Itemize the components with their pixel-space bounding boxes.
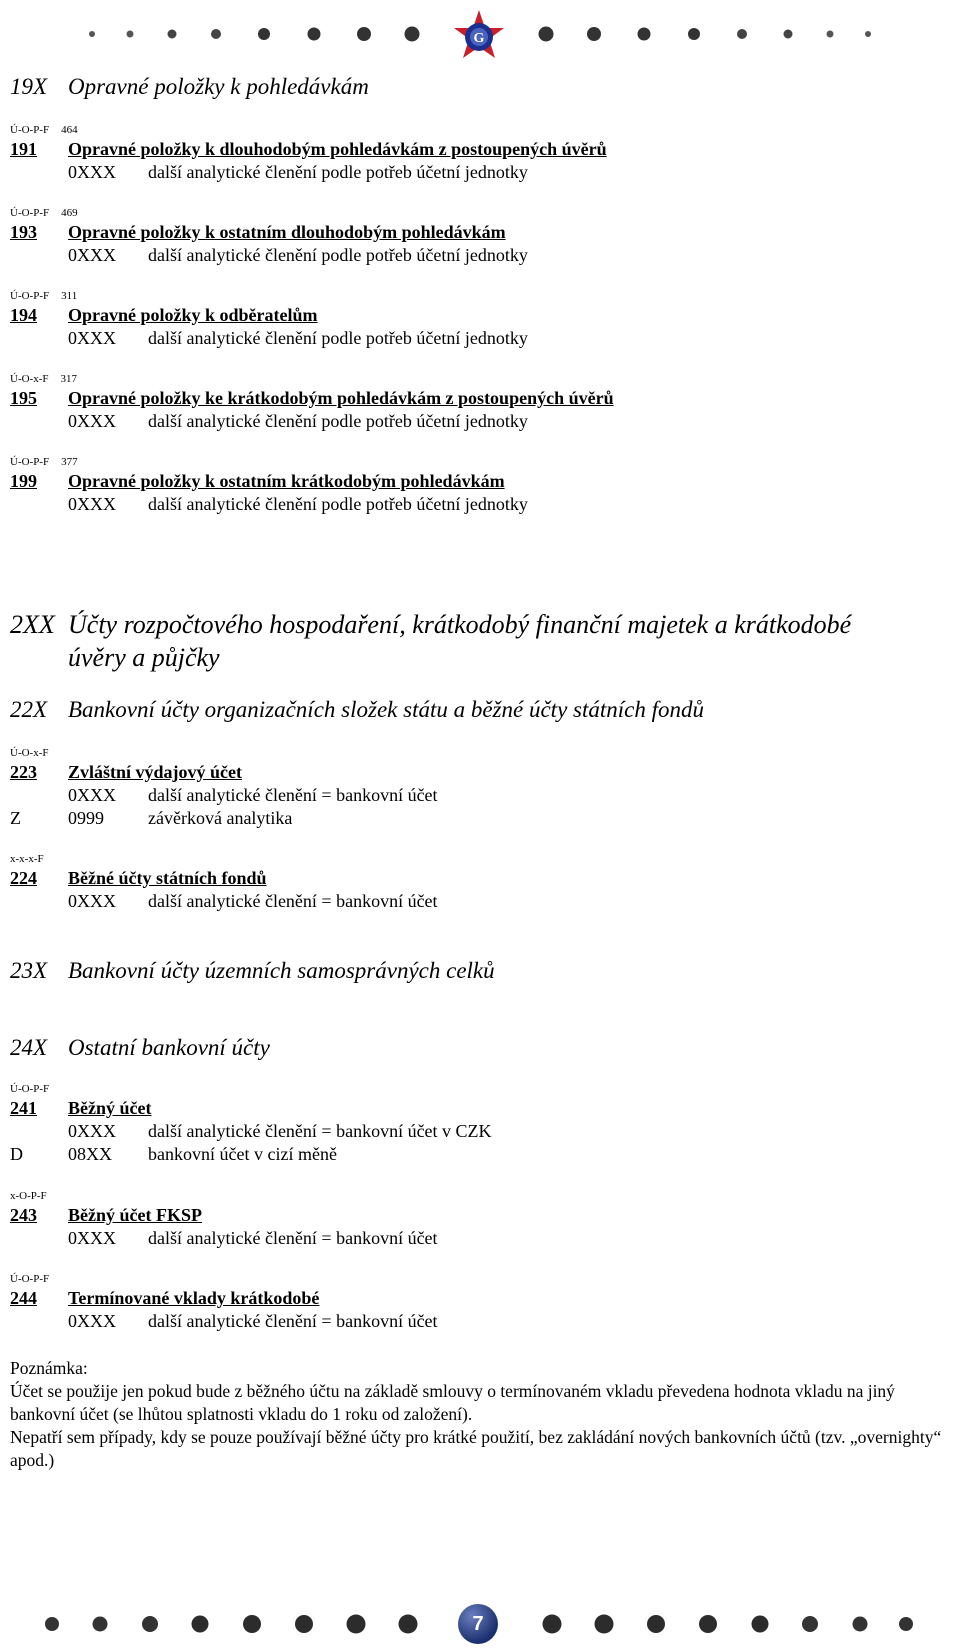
sub-account-row: 0XXX další analytické členění = bankovní účet [68,1311,438,1331]
page-number: 7 [458,1604,498,1644]
sub-account-row: 0XXX další analytické členění podle potřeb účetní jednotky [68,494,528,514]
note-paragraph-2: Nepatří sem případy, kdy se pouze používají běžné účty pro krátké použití, bez zakládání nových bankovních účtů (tzv. „overnighty“ apod.) [10,1427,942,1470]
account-flags: Ú-O-P-F 464 [10,124,78,136]
account-241: 241 Běžný účet [10,1098,152,1118]
account-191: 191 Opravné položky k dlouhodobým pohledávkám z postoupených úvěrů [10,139,607,159]
account-flags: Ú-O-x-F 317 [10,373,77,385]
sub-account-row: 0XXX další analytické členění podle potřeb účetní jednotky [68,162,528,182]
group-title-19x: 19X Opravné položky k pohledávkám [10,74,369,99]
sub-account-row: 0XXX další analytické členění = bankovní účet [68,1228,438,1248]
group-title-23x: 23X Bankovní účty územních samosprávných celků [10,958,495,983]
sub-account-row: 0XXX další analytické členění podle potřeb účetní jednotky [68,411,528,431]
sub-account-row: 0XXX další analytické členění = bankovní účet v CZK [68,1121,492,1141]
account-flags: x-O-P-F [10,1190,47,1202]
account-223: 223 Zvláštní výdajový účet [10,762,243,782]
note-heading: Poznámka: [10,1358,88,1378]
sub-account-row: 0XXX další analytické členění = bankovní účet [68,785,438,805]
account-243: 243 Běžný účet FKSP [10,1205,202,1225]
account-flags: Ú-O-P-F [10,1273,50,1285]
note-block [10,1357,955,1472]
account-flags: x-x-x-F [10,853,44,865]
sub-account-row: 0XXX další analytické členění = bankovní účet [68,891,438,911]
account-flags: Ú-O-P-F 469 [10,207,78,219]
group-title-22x: 22X Bankovní účty organizačních složek státu a běžné účty státních fondů [10,697,704,722]
logo-icon [449,8,509,66]
account-flags: Ú-O-P-F [10,1083,50,1095]
account-195: 195 Opravné položky ke krátkodobým pohledávkám z postoupených úvěrů [10,388,614,408]
sub-account-row: 0XXX další analytické členění podle potřeb účetní jednotky [68,328,528,348]
account-flags: Ú-O-x-F [10,747,49,759]
account-194: 194 Opravné položky k odběratelům [10,305,318,325]
account-224: 224 Běžné účty státních fondů [10,868,267,888]
class-title-2xx: 2XX Účty rozpočtového hospodaření, krátkodobý finanční majetek a krátkodobé úvěry a půjčky [10,610,852,672]
account-244: 244 Termínované vklady krátkodobé [10,1288,320,1308]
account-199: 199 Opravné položky k ostatním krátkodobým pohledávkám [10,471,505,491]
account-193: 193 Opravné položky k ostatním dlouhodobým pohledávkám [10,222,506,242]
sub-account-row: Z 0999 závěrková analytika [10,808,293,828]
sub-account-row: D 08XX bankovní účet v cizí měně [10,1144,337,1164]
account-flags: Ú-O-P-F 311 [10,290,78,302]
svg-text:G: G [473,31,485,46]
group-title-24x: 24X Ostatní bankovní účty [10,1035,270,1060]
account-flags: Ú-O-P-F 377 [10,456,78,468]
sub-account-row: 0XXX další analytické členění podle potřeb účetní jednotky [68,245,528,265]
note-paragraph-1: Účet se použije jen pokud bude z běžného účtu na základě smlouvy o termínovaném vkladu převedena hodnota vkladu na jiný bankovní účet (se lhůtou splatnosti vkladu do 1 roku od založení). [10,1381,895,1424]
